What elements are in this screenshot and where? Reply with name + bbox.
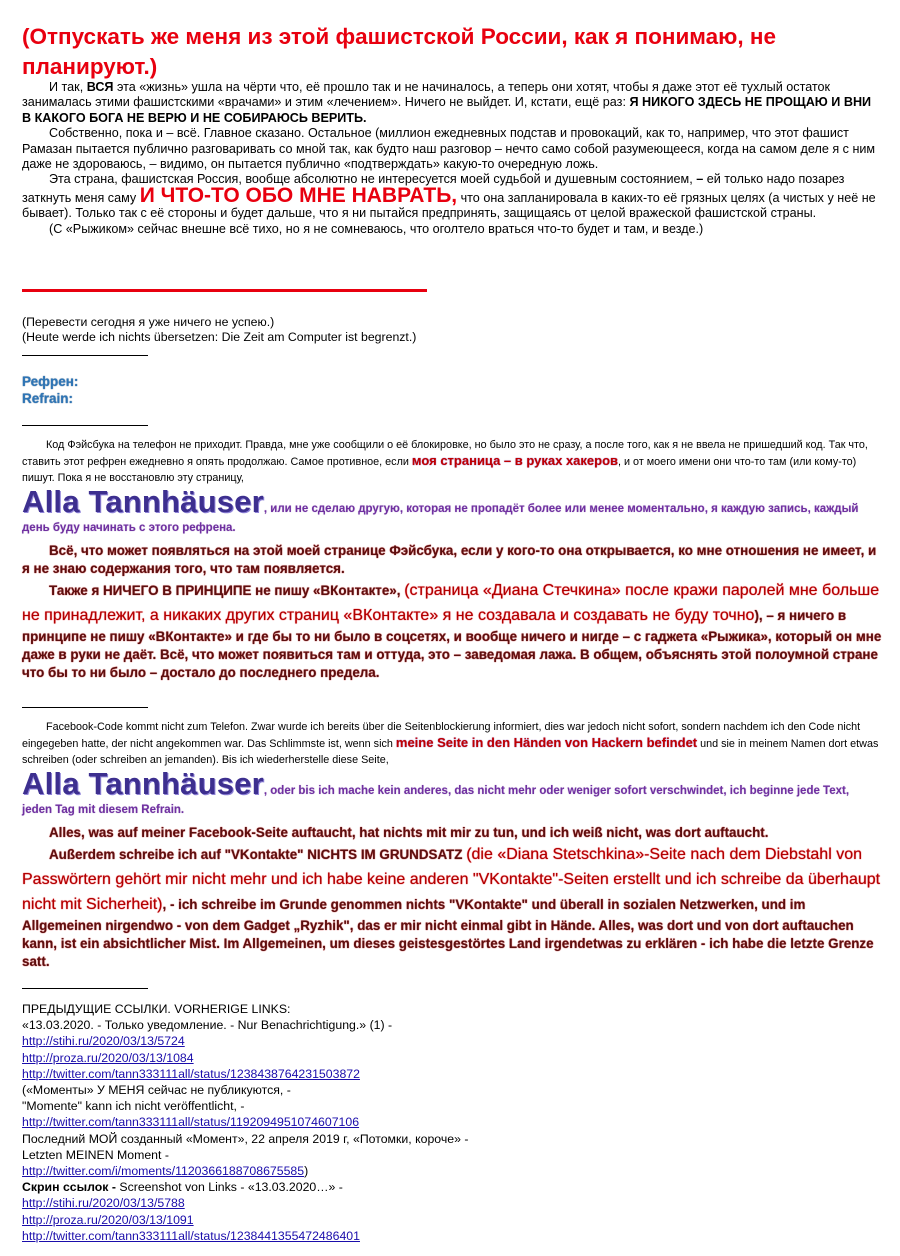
link-twitter-moments[interactable]: http://twitter.com/i/moments/1120366188708675585 [22, 1164, 305, 1179]
alla-line [22, 765, 882, 820]
refrain-de-intro [22, 719, 882, 769]
hacker-highlight: meine Seite in den Händen von Hackern befindet [395, 735, 698, 751]
text: ей только надо позарез заткнуть меня саму [22, 172, 845, 205]
text: эта «жизнь» ушла на чёрти что, её прошло так и не начиналось, а теперь они хотят, чтобы я даже этот её тухлый остаток занималась этими фашистскими «врачами» и этим «лечением». Ничего не выйдет. И, кстати, ещё раз: [22, 80, 831, 110]
previous-links [22, 1001, 882, 1244]
text: , - ich schreibe im Grunde genommen nichts "VKontakte" und überall in sozialen Netzwerken, und im Allgemeinen nirgendwo - von dem Gadget „Ryzhik", das er mir nicht einmal gibt in Hände. Alles, was dort und von dort auftauchen kann, ist ein absichtlicher Mist. Im Allgemeinen, um dieses geistesgestörtes Land irgendetwas zu erklären - ich habe die letzte Grenze satt. [22, 896, 874, 969]
refrain-ru: Рефрен: [22, 374, 79, 389]
alla-line [22, 483, 882, 538]
link-twitter[interactable]: http://twitter.com/tann333111all/status/1238438764231503872 [22, 1066, 360, 1081]
note-de: (Heute werde ich nichts übersetzen: Die Zeit am Computer ist begrenzt.) [22, 330, 417, 345]
divider [22, 355, 148, 356]
text: ), – я ничего в принципе не пишу «ВКонтакте» и где бы то ни было в соцсетях, и вообще ничего и нигде – с гаджета «Рыжика», который он мне даже в руки не даёт. Всё, что может появиться там и оттуда, это – заведомая лажа. В общем, объяснять этой полоумной стране что бы то ни было – достало до последнего предела. [22, 607, 882, 680]
moments-note-de: "Momente" kann ich nicht veröffentlicht, - [22, 1099, 245, 1114]
text: , и от моего имени они что-то там (или кому-то) пишут. Пока я не восстановлю эту страницу, [22, 456, 857, 485]
moments-note-ru: («Моменты» У МЕНЯ сейчас не публикуются, - [22, 1083, 291, 1098]
red-large-text: (die «Diana Stetschkina»-Seite nach dem Diebstahl von Passwörtern gehört mir nicht mehr und ich habe keine anderen "VKontakte"-Seiten erstellt und ich schreibe da überhaupt nicht mit Sicherheit) [22, 845, 881, 913]
links-item-title: «13.03.2020. - Только уведомление. - Nur Benachrichtigung.» (1) - [22, 1018, 393, 1033]
refrain-de-body [22, 824, 882, 971]
divider [22, 425, 148, 426]
link-proza[interactable]: http://proza.ru/2020/03/13/1084 [22, 1050, 194, 1065]
intro-section [22, 80, 882, 237]
paragraph: Alles, was auf meiner Facebook-Seite auftaucht, hat nichts mit mir zu tun, und ich weiß nicht, was dort auftaucht. [49, 824, 769, 840]
note-ru: (Перевести сегодня я уже ничего не успею.) [22, 315, 275, 329]
refrain-ru-body [22, 542, 882, 682]
link-stihi[interactable]: http://stihi.ru/2020/03/13/5724 [22, 1034, 185, 1049]
link-twitter[interactable]: http://twitter.com/tann333111all/status/1192094951074607106 [22, 1115, 360, 1130]
text: Facebook-Code kommt nicht zum Telefon. Zwar wurde ich bereits über die Seitenblockierung informiert, dies war jedoch nicht sofort, sondern nachdem ich den Code nicht eingegeben hatte, der nicht angekommen war. Das Schlimmste ist, wenn sich [22, 721, 861, 751]
refrain-ru-intro [22, 437, 882, 487]
link-twitter[interactable]: http://twitter.com/tann333111all/status/1238441355472486401 [22, 1228, 360, 1243]
intro-paragraph-1 [22, 80, 882, 126]
links-header: ПРЕДЫДУЩИЕ ССЫЛКИ. VORHERIGE LINKS: [22, 1002, 291, 1016]
last-moment-de: Letzten MEINEN Moment - [22, 1147, 169, 1162]
bold-text: Я НИКОГО ЗДЕСЬ НЕ ПРОЩАЮ И ВНИ В КАКОГО БОГА НЕ ВЕРЮ И НЕ СОБИРАЮСЬ ВЕРИТЬ. [22, 95, 872, 125]
last-moment-ru: Последний МОЙ созданный «Момент», 22 апреля 2019 г, «Потомки, короче» - [22, 1131, 469, 1146]
purple-text: , oder bis ich mache kein anderes, das nicht mehr oder weniger sofort verschwindet, ich beginne jede Text, jeden Tag mit diesem Refrain. [22, 784, 850, 816]
bold-text: – [696, 172, 704, 187]
intro-paragraph-3 [22, 172, 882, 221]
link-proza[interactable]: http://proza.ru/2020/03/13/1091 [22, 1212, 194, 1227]
text: Код Фэйсбука на телефон не приходит. Правда, мне уже сообщили о её блокировке, но было это не сразу, а после того, как я не ввела не пришедший код. Так что, ставить этот рефрен ежедневно я опять продолжаю. Самое противное, если [22, 439, 868, 469]
text: ) [304, 1164, 309, 1179]
refrain-label [22, 374, 882, 407]
paragraph: Всё, что может появляться на этой моей странице Фэйсбука, если у кого-то она открывается, ко мне отношения не имеет, и я не знаю содержания того, что там появляется. [22, 542, 877, 576]
refrain-en: Refrain: [22, 390, 74, 406]
red-large-text: (страница «Диана Стечкина» после кражи паролей мне больше не принадлежит, а никаких других страниц «ВКонтакте» я не создавала и создавать не буду точно [22, 581, 880, 624]
screenshot-links-label: Screenshot von Links - «13.03.2020…» - [119, 1180, 343, 1195]
page-heading: (Отпускать же меня из этой фашистской России, как я понимаю, не планируют.) [22, 24, 776, 79]
intro-paragraph-4: (С «Рыжиком» сейчас внешне всё тихо, но я не сомневаюсь, что оголтело враться что-то будет и там, и везде.) [49, 221, 704, 236]
text: И так, [49, 80, 87, 94]
text: что она запланировала в каких-то её грязных целях (а чистых у неё не бывает). Только так с её стороны и будет дальше, что я ни пытайся предпринять, защищаясь от целой вражеской фашистской страны. [22, 190, 876, 221]
translation-note [22, 315, 882, 346]
hacker-highlight: моя страница – в руках хакеров [411, 453, 619, 469]
text: Также я НИЧЕГО В ПРИНЦИПЕ не пишу «ВКонтакте», [49, 582, 405, 598]
refrain-ru-section [22, 437, 882, 682]
author-name: Alla Tannhäuser [22, 483, 264, 519]
bold-text: ВСЯ [86, 80, 114, 94]
author-name: Alla Tannhäuser [22, 765, 264, 801]
bold-text: Скрин ссылок - [22, 1180, 120, 1195]
text: Эта страна, фашистская Россия, вообще абсолютно не интересуется моей судьбой и душевным состоянием, [49, 172, 697, 187]
refrain-de-section [22, 719, 882, 971]
red-divider [22, 289, 427, 292]
divider [22, 988, 148, 989]
text: und sie in meinem Namen dort etwas schreiben (oder schreiben an jemanden). Bis ich wiederherstelle diese Seite, [22, 738, 879, 767]
purple-text: , или не сделаю другую, которая не пропадёт более или менее моментально, я каждую запись, каждый день буду начинать с этого рефрена. [22, 502, 859, 534]
link-stihi[interactable]: http://stihi.ru/2020/03/13/5788 [22, 1196, 185, 1211]
divider [22, 707, 148, 708]
intro-paragraph-2: Собственно, пока и – всё. Главное сказано. Остальное (миллион ежедневных подстав и провокаций, как то, например, что этот фашист Рамазан пытается публично разговаривать со мной так, как будто наш разговор – нечто само собой разумеющееся, когда на самом деле я с ним даже не здороваюсь, – видимо, он пытается публично «подтверждать» какую-то очередную ложь. [22, 126, 876, 172]
text: Außerdem schreibe ich auf "VKontakte" NICHTS IM GRUNDSATZ [49, 846, 467, 862]
red-highlight: И ЧТО-ТО ОБО МНЕ НАВРАТЬ, [139, 183, 458, 207]
